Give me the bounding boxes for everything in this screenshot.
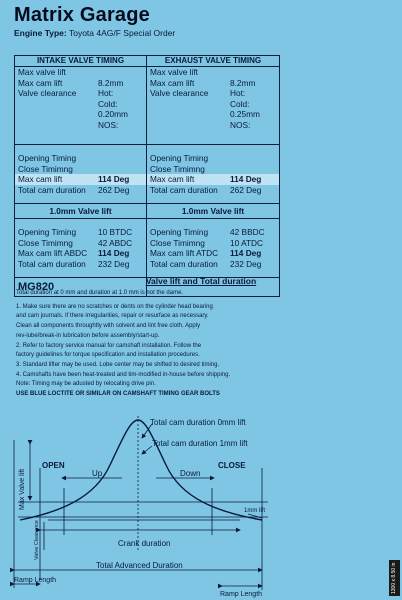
label-crank-duration: Crank duration [118,539,171,548]
spec-value: Cold: 0.20mm [98,98,128,119]
exhaust-timing [147,145,279,203]
valve-lift-title: Valve lift and Total duration [145,276,257,286]
spec-line [147,248,279,259]
clearance-section [15,67,279,145]
spec-line [147,185,279,196]
spec-line [15,153,146,164]
spec-value [230,153,279,164]
spec-line [15,185,146,196]
label-ramp-right: Ramp Length [220,591,263,598]
note-line: rev-lube/break-in lubrication before assembly/start-up. [16,332,160,339]
engine-type [14,28,175,38]
spec-line [15,259,146,270]
spacer [15,145,146,153]
spec-value: 262 Deg [98,184,130,195]
spec-key [18,120,98,131]
model-number: MG820 [15,278,147,296]
spec-key [150,120,230,131]
spec-line [15,88,146,99]
label-ramp-left: Ramp Length [14,577,57,584]
spec-value: 8.2mm [230,77,256,88]
spec-value: 10 ATDC [230,237,264,248]
spec-key: Opening Timing [18,227,77,237]
note-line: Note: Timing may be adusted by relocating drive pin. [16,381,156,388]
spec-line [15,78,146,89]
spec-key: Close Timimng [150,237,205,248]
spec-key: Total cam duration [150,184,218,195]
intake-subheader: 1.0mm Valve lift [15,204,147,219]
spec-value [230,67,279,78]
lift-section [15,219,279,278]
spec-line [15,174,146,185]
spec-value: 42 BBDC [230,227,265,237]
note-line: USE BLUE LOCTITE OR SIMILAR ON CAMSHAFT TIMING GEAR BOLTS [16,391,220,398]
total-1mm-pointer [142,446,152,454]
spacer [15,219,146,227]
spec-line [147,153,279,164]
spec-key: Max cam lift [150,174,195,184]
label-total-1mm: Total cam duration 1mm lift [152,439,248,448]
spec-line [15,238,146,249]
spec-value: NOS: [230,119,251,130]
spec-line [15,164,146,175]
spec-line [15,227,146,238]
spacer [147,195,279,203]
spec-line [147,88,279,99]
spec-key [18,99,98,120]
spec-key: Max cam lift ABDC [18,248,88,258]
spec-key: Opening Timing [150,227,209,237]
spec-value: Hot: [98,88,114,98]
spec-line [15,248,146,259]
note-line: Clean all components throughtly with solvent and lint free cloth. Apply [16,323,201,330]
spec-key: Opening Timing [150,153,209,163]
lift-subheader-row [15,204,279,219]
spec-line [15,120,146,131]
spec-line [147,227,279,238]
timing-spec-table [14,55,280,297]
spec-line [147,238,279,249]
label-1mm-lift: 1mm lift [244,508,265,514]
spec-line [147,174,279,185]
exhaust-subheader: 1.0mm Valve lift [147,204,279,219]
label-close: CLOSE [218,461,246,470]
engine-type-value: Toyota 4AG/F Special Order [68,28,176,38]
spec-line [147,120,279,131]
label-valve-clearance: Valve Clearance [34,520,40,560]
spec-value: Hot: [230,88,246,98]
spec-key: Total cam duration [18,258,86,269]
note-line: 2. Refer to factory service manual for camshaft installation. Follow the [16,342,202,349]
spec-value: 114 Deg [98,174,130,184]
spec-key: Max cam lift [150,77,195,88]
spec-value: NOS: [98,119,119,130]
spec-line [147,164,279,175]
spec-value [230,164,279,175]
spec-value: 114 Deg [98,248,130,258]
spec-value: Cold: 0.25mm [230,98,260,119]
label-open: OPEN [42,461,65,470]
spec-value [98,164,146,175]
spec-key: Total cam duration [150,258,218,269]
spec-value: 8.2mm [98,77,124,88]
spec-key: Close Timimng [150,163,205,174]
spec-value [98,67,146,78]
spec-line [147,99,279,120]
spec-key: Close Timimng [18,237,73,248]
instruction-notes [16,289,388,400]
spec-key: Close Timimng [18,163,73,174]
spec-key: Total cam duration [18,184,86,195]
spec-value: 10 BTDC [98,227,133,237]
spec-value: 232 Deg [230,258,262,269]
note-line: 1. Make sure there are no scratches or dents on the cylinder head bearing [16,303,213,310]
intake-timing [15,145,147,203]
note-line: 4. Camshafts have been heat-treated and tim-modified in-house before shipping. [16,371,231,378]
note-line: and cam journals. If there irregularities, repair or resurface as necessary. [16,313,209,320]
spec-line [147,67,279,78]
spec-key: Max valve lift [18,67,66,77]
intake-header: INTAKE VALVE TIMING [15,56,147,67]
spec-value: 42 ABDC [98,237,133,248]
spec-value [98,153,146,164]
spacer [147,219,279,227]
spec-key: Valve clearance [18,88,77,98]
spec-key [150,99,230,120]
timing-section [15,145,279,204]
spec-key: Max cam lift [18,174,63,184]
spec-value: 232 Deg [98,258,130,269]
spec-value: 114 Deg [230,248,262,258]
spec-key: Max cam lift [18,77,63,88]
spec-value: 262 Deg [230,184,262,195]
intake-lift [15,219,147,277]
spec-line [15,99,146,120]
label-total-0mm: Total cam duration 0mm lift [150,418,246,427]
exhaust-clearance [147,67,279,144]
label-max-valve-lift: Max Valve lift [19,468,26,510]
spacer [15,130,146,144]
engine-type-label: Engine Type: [14,28,67,38]
note-line: factory guidelines for torque specification and installation procedures. [16,352,200,359]
note-line: 3. Standard lifter may be used. Lobe center may be shifted to desired timing. [16,361,220,368]
spec-key: Opening Timing [18,153,77,163]
page-title: Matrix Garage [14,4,150,26]
spec-line [147,259,279,270]
spec-key: Valve clearance [150,88,209,98]
spec-line [147,78,279,89]
spacer [147,145,279,153]
exhaust-lift [147,219,279,277]
spacer [147,130,279,144]
spec-header-row [15,56,279,67]
label-up: Up [92,469,103,478]
label-total-advanced: Total Advanced Duration [96,561,183,570]
spec-key: Max valve lift [150,67,198,77]
spec-value: 114 Deg [230,174,262,184]
exhaust-header: EXHAUST VALVE TIMING [147,56,279,67]
cam-profile-curve [20,420,262,520]
cam-profile-diagram [0,410,402,600]
intake-clearance [15,67,147,144]
spec-key: Max cam lift ATDC [150,248,219,258]
label-down: Down [180,469,201,478]
scan-stamp: 1300 x 8.50 in [389,560,400,596]
spec-line [15,67,146,78]
spacer [15,195,146,203]
note-line: Total duration at 0 mm and duration at 1.0 mm is not the dame. [16,290,184,296]
